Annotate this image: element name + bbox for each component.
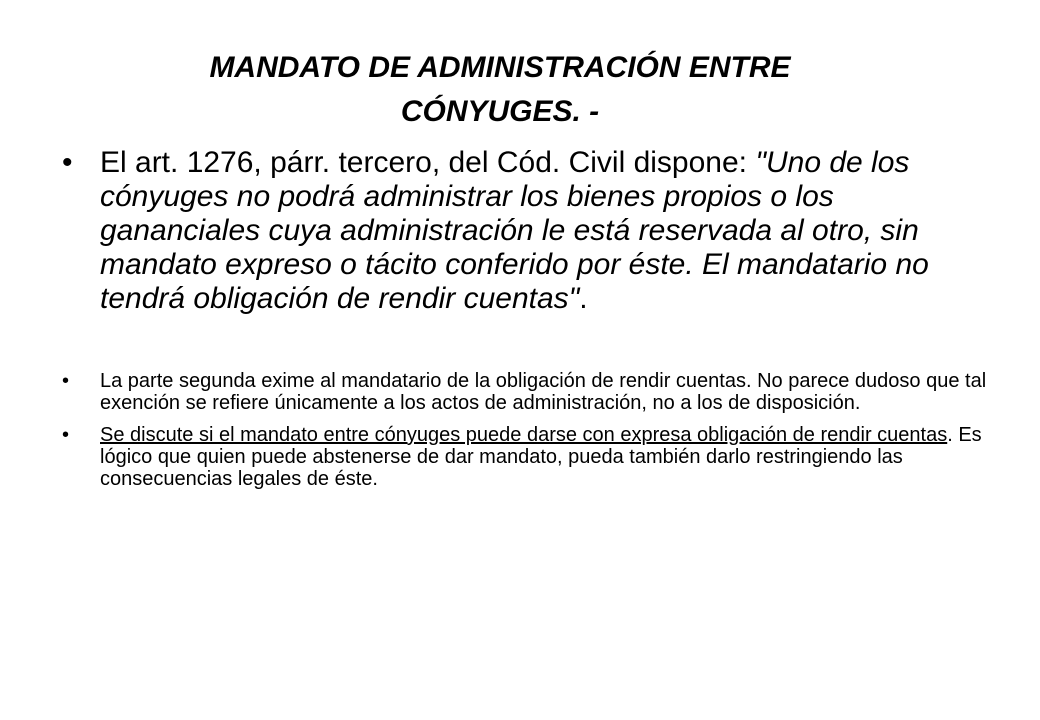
bullet-item-code-citation: [62, 146, 992, 316]
bullet-icon: •: [62, 424, 70, 446]
bullet-icon: •: [62, 370, 70, 392]
bullet-intro-text: El art. 1276, párr. tercero, del Cód. Civil dispone:: [100, 146, 756, 179]
bullet-item-exemption: [62, 370, 992, 414]
bullet-text: La parte segunda exime al mandatario de la obligación de rendir cuentas. No parece dudoso que tal exención se refiere únicamente a los actos de administración, no a los de disposición.: [100, 370, 987, 414]
bullet-icon: •: [62, 146, 73, 179]
bullet-item-discussion: [62, 424, 992, 490]
slide-title: [120, 46, 880, 134]
bullet-list: [62, 146, 992, 490]
bullet-underlined-text: Se discute si el mandato entre cónyuges puede darse con expresa obligación de rendir cuentas: [100, 424, 948, 446]
title-line-1: MANDATO DE ADMINISTRACIÓN ENTRE: [209, 51, 791, 84]
bullet-quote-text: "Uno de los cónyuges no podrá administrar los bienes propios o los gananciales cuya administración le está reservada al otro, sin mandato expreso o tácito conferido por éste. El mandatario no tendrá obligación de rendir cuentas": [100, 146, 929, 315]
title-line-2: CÓNYUGES. -: [400, 95, 600, 128]
bullet-end-text: .: [579, 282, 588, 315]
bullet-rest-text: . Es lógico que quien puede abstenerse de dar mandato, pueda también darlo restringiendo las consecuencias legales de éste.: [100, 424, 982, 490]
